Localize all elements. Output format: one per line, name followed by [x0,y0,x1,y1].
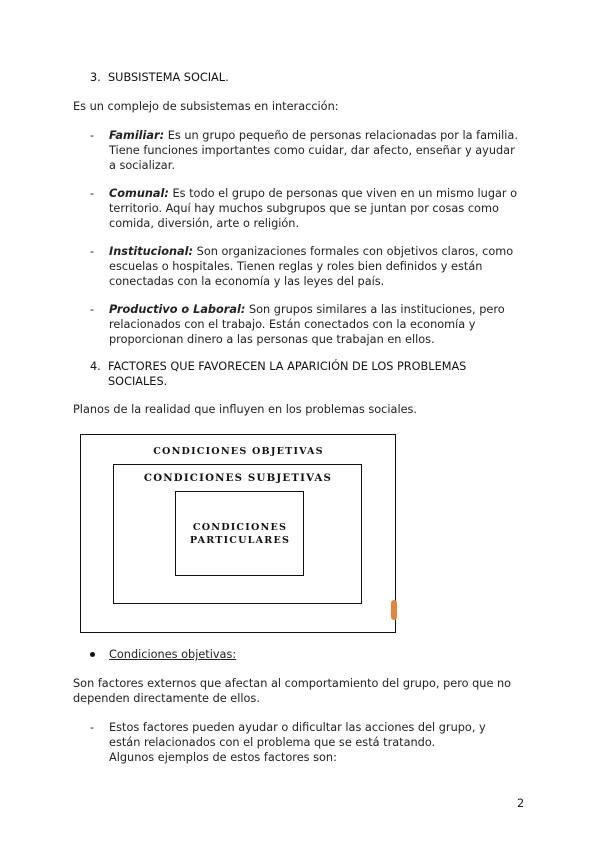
orange-accent-mark [391,600,397,620]
section-4-title-line1: FACTORES QUE FAVORECEN LA APARICIÓN DE LOS PROBLEMAS [108,360,467,373]
conditions-item-line1: Estos factores pueden ayudar o dificultar las acciones del grupo, y [109,721,486,734]
list-item-comunal [90,186,535,231]
dash-marker: - [90,187,95,200]
inner-label-line1: CONDICIONES [192,522,288,533]
section-3-number: 3. [90,71,101,84]
item-text: conectadas con la economía y las leyes del país. [109,275,385,288]
item-text: Son grupos similares a las instituciones, pero [245,303,505,316]
conditions-line2: dependen directamente de ellos. [73,692,260,705]
conditions-item-line2: están relacionados con el problema que se está tratando. [109,736,436,749]
conditions-item-line3: Algunos ejemplos de estos factores son: [109,751,337,764]
section-4-heading [90,359,530,389]
section-4-number: 4. [90,360,101,373]
dash-marker: - [90,129,95,142]
page-number: 2 [517,797,525,810]
item-text: Es todo el grupo de personas que viven en un mismo lugar o [168,187,518,200]
section-3-title: SUBSISTEMA SOCIAL. [108,71,229,84]
section-4-title-line2: SOCIALES. [108,375,168,388]
item-text: Tiene funciones importantes como cuidar, dar afecto, enseñar y ayudar [109,144,515,157]
section-4-intro: Planos de la realidad que influyen en los problemas sociales. [73,403,418,416]
list-item-familiar [90,128,535,173]
section-3-intro: Es un complejo de subsistemas en interacción: [73,100,339,113]
item-text: comida, diversión, arte o religión. [109,217,300,230]
term-institucional: Institucional: [109,245,194,258]
dash-marker: - [90,303,95,316]
conditions-dash-item [90,720,535,765]
item-text: Son organizaciones formales con objetivos claros, como [193,245,514,258]
outer-label: CONDICIONES OBJETIVAS [153,446,324,457]
conditions-line1: Son factores externos que afectan al comportamiento del grupo, pero que no [73,677,512,690]
list-item-productivo [90,302,535,347]
inner-label [175,521,305,547]
conditions-paragraph [73,676,543,706]
condiciones-objetivas-label: Condiciones objetivas: [109,648,237,661]
term-familiar: Familiar: [109,129,165,142]
list-item-institucional [90,244,535,289]
item-text: a socializar. [109,159,175,172]
bullet-dot-icon [90,652,95,657]
item-text: Es un grupo pequeño de personas relacionadas por la familia. [164,129,518,142]
item-text: relacionados con el trabajo. Están conectados con la economía y [109,318,476,331]
inner-label-line2: PARTICULARES [189,535,291,546]
item-text: proporcionan dinero a las personas que trabajan en ellos. [109,333,435,346]
section-3-heading [90,70,229,85]
dash-marker: - [90,245,95,258]
item-text: escuelas o hospitales. Tienen reglas y roles bien definidos y están [109,260,483,273]
term-productivo: Productivo o Laboral: [109,303,246,316]
middle-label: CONDICIONES SUBJETIVAS [143,472,333,484]
term-comunal: Comunal: [109,187,169,200]
item-text: territorio. Aquí hay muchos subgrupos que se juntan por cosas como [109,202,499,215]
dash-marker: - [90,721,95,734]
